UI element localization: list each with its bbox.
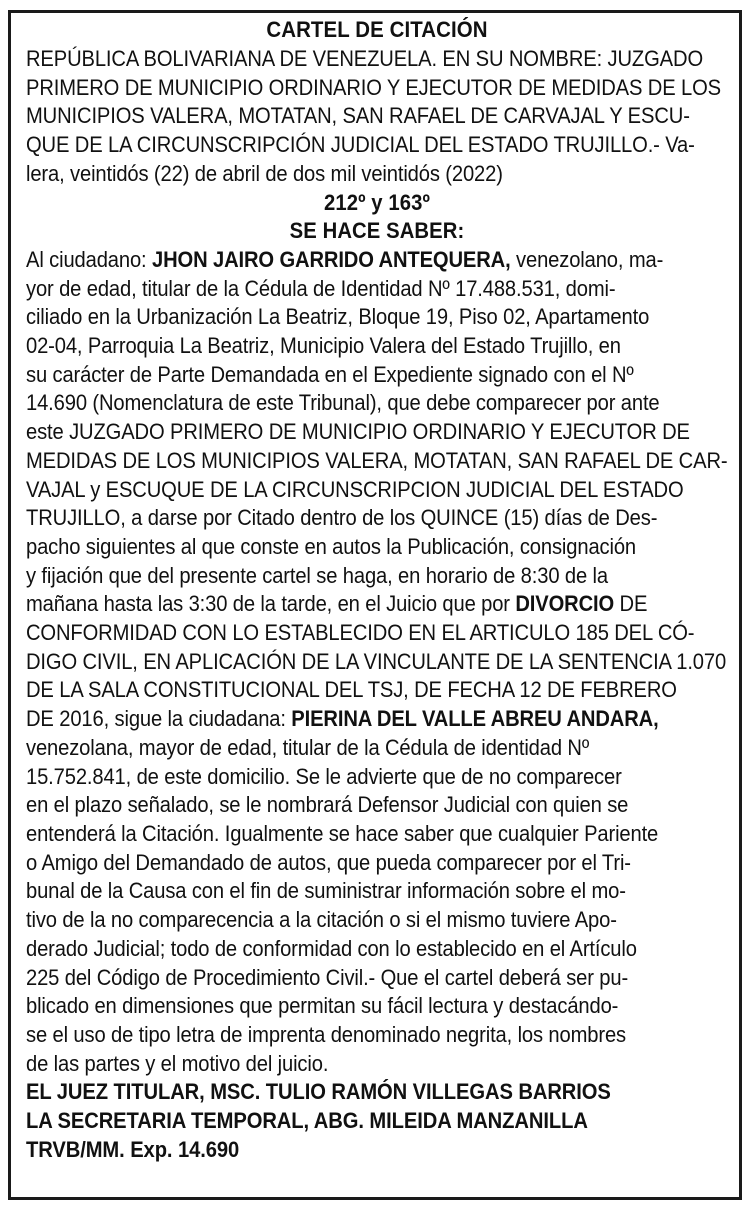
body-line (26, 590, 728, 619)
body-line (26, 964, 728, 993)
body-line (26, 1050, 728, 1079)
body-line (26, 676, 728, 705)
text-run: 14.690 (Nomenclatura de este Tribunal), que debe comparecer por ante (26, 390, 660, 416)
text-run: 02-04, Parroquia La Beatriz, Municipio Valera del Estado Trujillo, en (26, 333, 621, 359)
body-line (26, 275, 728, 304)
notice-title: CARTEL DE CITACIÓN (266, 17, 488, 42)
text-run: se el uso de tipo letra de imprenta denominado negrita, los nombres (26, 1021, 627, 1047)
body-line (26, 763, 728, 792)
preamble-line: lera, veintidós (22) de abril de dos mil veintidós (2022) (26, 160, 503, 186)
text-run: TRUJILLO, a darse por Citado dentro de los QUINCE (15) días de Des- (26, 505, 658, 531)
emphasized-text: DIVORCIO (515, 591, 615, 617)
body-line (26, 361, 728, 390)
body-line (26, 791, 728, 820)
text-run: entenderá la Citación. Igualmente se hace saber que cualquier Pariente (26, 820, 659, 846)
signature-line: EL JUEZ TITULAR, MSC. TULIO RAMÓN VILLEGAS BARRIOS (26, 1079, 611, 1105)
body-line (26, 476, 728, 505)
text-run: tivo de la no comparecencia a la citación o si el mismo tuviere Apo- (26, 907, 617, 933)
preamble-block (26, 45, 728, 189)
signature-line: TRVB/MM. Exp. 14.690 (26, 1136, 240, 1162)
text-run: blicado en dimensiones que permitan su fácil lectura y destacándo- (26, 993, 619, 1019)
body-line (26, 246, 728, 275)
text-run: DIGO CIVIL, EN APLICACIÓN DE LA VINCULANTE DE LA SENTENCIA 1.070 (26, 648, 727, 674)
text-run: venezolano, ma- (510, 246, 664, 272)
text-run: DE (614, 591, 648, 617)
text-run: Al ciudadano: (26, 246, 152, 272)
legal-notice-content (26, 15, 728, 1164)
body-line (26, 849, 728, 878)
text-run: derado Judicial; todo de conformidad con lo establecido en el Artículo (26, 935, 637, 961)
body-line (26, 447, 728, 476)
body-line (26, 562, 728, 591)
body-line (26, 389, 728, 418)
body-line (26, 648, 728, 677)
text-run: 225 del Código de Procedimiento Civil.- Que el cartel deberá ser pu- (26, 964, 629, 990)
legal-notice-frame (8, 10, 742, 1200)
body-line (26, 619, 728, 648)
text-run: su carácter de Parte Demandada en el Expediente signado con el Nº (26, 361, 634, 387)
body-line (26, 820, 728, 849)
text-run: y fijación que del presente cartel se haga, en horario de 8:30 de la (26, 562, 608, 588)
body-line (26, 1021, 728, 1050)
body-line (26, 705, 728, 734)
text-run: o Amigo del Demandado de autos, que pueda comparecer por el Tri- (26, 849, 631, 875)
body-line (26, 303, 728, 332)
preamble-line: PRIMERO DE MUNICIPIO ORDINARIO Y EJECUTOR DE MEDIDAS DE LOS (26, 74, 721, 100)
emphasized-text: PIERINA DEL VALLE ABREU ANDARA, (291, 706, 659, 732)
text-run: en el plazo señalado, se le nombrará Defensor Judicial con quien se (26, 792, 629, 818)
body-line (26, 418, 728, 447)
text-run: DE 2016, sigue la ciudadana: (26, 706, 292, 732)
signature-block (26, 1078, 728, 1164)
body-line (26, 877, 728, 906)
preamble-line: QUE DE LA CIRCUNSCRIPCIÓN JUDICIAL DEL ESTADO TRUJILLO.- Va- (26, 132, 695, 158)
text-run: pacho siguientes al que conste en autos la Publicación, consignación (26, 533, 637, 559)
body-line (26, 935, 728, 964)
text-run: VAJAL y ESCUQUE DE LA CIRCUNSCRIPCION JUDICIAL DEL ESTADO (26, 476, 684, 502)
preamble-line: REPÚBLICA BOLIVARIANA DE VENEZUELA. EN SU NOMBRE: JUZGADO (26, 46, 704, 71)
body-block (26, 246, 728, 1078)
text-run: bunal de la Causa con el fin de suministrar información sobre el mo- (26, 878, 626, 904)
text-run: ciliado en la Urbanización La Beatriz, Bloque 19, Piso 02, Apartamento (26, 304, 650, 330)
body-line (26, 734, 728, 763)
signature-line: LA SECRETARIA TEMPORAL, ABG. MILEIDA MANZANILLA (26, 1108, 588, 1134)
years-line: 212º y 163º (324, 189, 430, 215)
body-line (26, 533, 728, 562)
body-line (26, 906, 728, 935)
body-line (26, 504, 728, 533)
text-run: yor de edad, titular de la Cédula de Identidad Nº 17.488.531, domi- (26, 275, 616, 301)
text-run: venezolana, mayor de edad, titular de la Cédula de identidad Nº (26, 734, 590, 760)
body-line (26, 992, 728, 1021)
emphasized-text: JHON JAIRO GARRIDO ANTEQUERA, (151, 246, 511, 272)
text-run: de las partes y el motivo del juicio. (26, 1050, 329, 1076)
preamble-line: MUNICIPIOS VALERA, MOTATAN, SAN RAFAEL DE CARVAJAL Y ESCU- (26, 103, 690, 129)
text-run: DE LA SALA CONSTITUCIONAL DEL TSJ, DE FECHA 12 DE FEBRERO (26, 677, 677, 703)
text-run: mañana hasta las 3:30 de la tarde, en el Juicio que por (26, 591, 516, 617)
text-run: 15.752.841, de este domicilio. Se le advierte que de no comparecer (26, 763, 622, 789)
text-run: MEDIDAS DE LOS MUNICIPIOS VALERA, MOTATAN, SAN RAFAEL DE CAR- (26, 447, 728, 473)
text-run: CONFORMIDAD CON LO ESTABLECIDO EN EL ARTICULO 185 DEL CÓ- (26, 620, 695, 646)
body-line (26, 332, 728, 361)
text-run: este JUZGADO PRIMERO DE MUNICIPIO ORDINARIO Y EJECUTOR DE (26, 419, 690, 445)
proclamation-heading: SE HACE SABER: (289, 218, 465, 244)
